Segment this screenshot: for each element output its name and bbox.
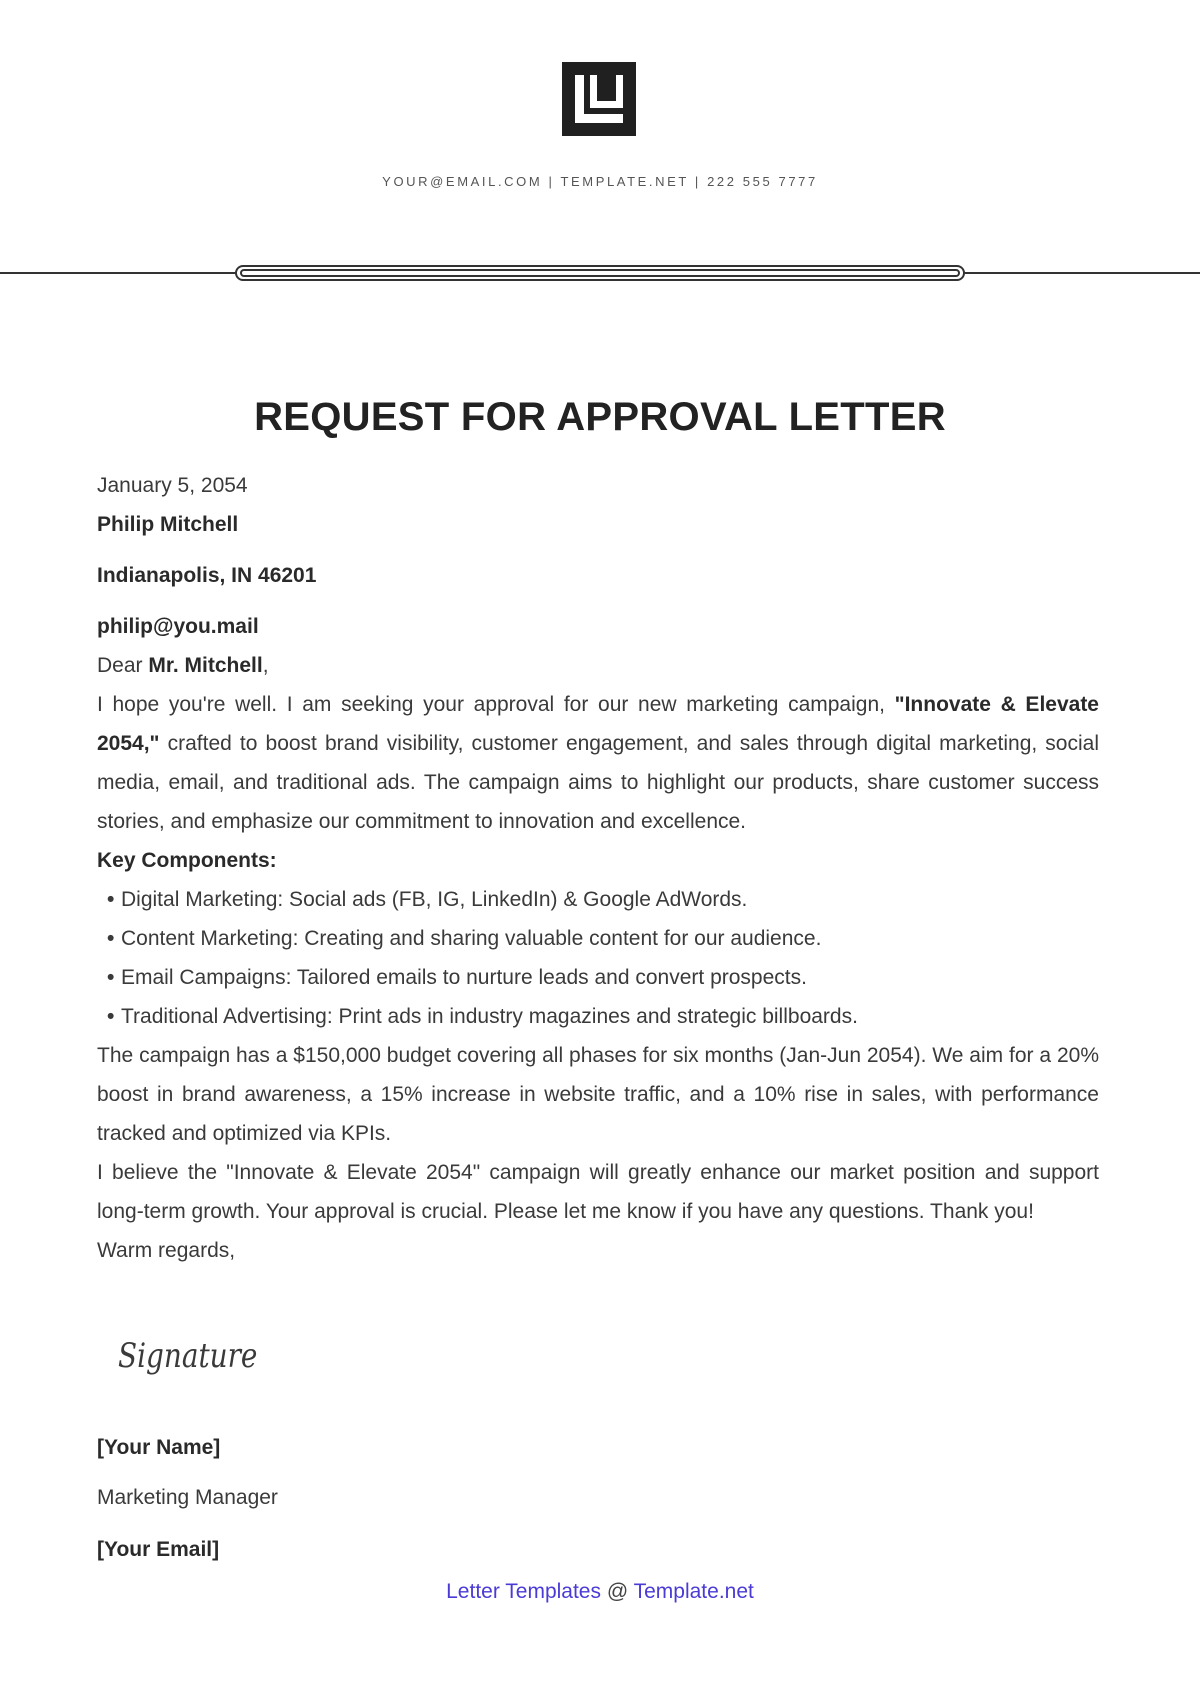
intro-text-end: crafted to boost brand visibility, customer engagement, and sales through digital marketing, social media, email, and traditional ads. The campaign aims to highlight our products, share customer success stories, and emphasize our commitment to innovation and excellence. (97, 732, 1099, 833)
intro-text-start: I hope you're well. I am seeking your approval for our new marketing campaign, (97, 693, 895, 716)
template-net-link[interactable]: Template.net (633, 1580, 754, 1603)
components-list (97, 880, 1099, 1036)
recipient-email: philip@you.mail (97, 615, 259, 638)
footer-separator: @ (601, 1580, 634, 1603)
header-divider (0, 260, 1200, 286)
template-logo-icon (562, 62, 636, 136)
recipient-address: Indianapolis, IN 46201 (97, 564, 317, 587)
list-item: • Traditional Advertising: Print ads in industry magazines and strategic billboards. (107, 997, 1099, 1036)
letter-body (97, 466, 1099, 1270)
letter-templates-link[interactable]: Letter Templates (446, 1580, 601, 1603)
key-components-heading: Key Components: (97, 849, 277, 872)
salutation-prefix: Dear (97, 654, 149, 677)
list-item: • Content Marketing: Creating and sharing valuable content for our audience. (107, 919, 1099, 958)
letter-date: January 5, 2054 (97, 474, 248, 497)
footer (0, 1580, 1200, 1604)
sender-name: [Your Name] (97, 1436, 221, 1459)
contact-line: YOUR@EMAIL.COM | TEMPLATE.NET | 222 555 7777 (382, 174, 818, 189)
sender-email: [Your Email] (97, 1538, 220, 1561)
salutation-suffix: , (262, 654, 269, 677)
closing-paragraph: I believe the "Innovate & Elevate 2054" campaign will greatly enhance our market position and support long-term growth. Your approval is crucial. Please let me know if you have any questions. Thank you! (97, 1161, 1099, 1223)
salutation (97, 646, 1099, 685)
campaign-name: "Innovate & Elevate 2054," (97, 693, 1099, 755)
list-item: • Digital Marketing: Social ads (FB, IG, LinkedIn) & Google AdWords. (107, 880, 1099, 919)
intro-paragraph (97, 685, 1099, 841)
page-title: REQUEST FOR APPROVAL LETTER (254, 395, 946, 439)
budget-paragraph: The campaign has a $150,000 budget covering all phases for six months (Jan-Jun 2054). We aim for a 20% boost in brand awareness, a 15% increase in website traffic, and a 10% rise in sales, with performance tracked and optimized via KPIs. (97, 1044, 1099, 1145)
valediction: Warm regards, (97, 1239, 236, 1262)
salutation-name: Mr. Mitchell (148, 654, 263, 677)
sender-job-title: Marketing Manager (97, 1486, 278, 1509)
recipient-name: Philip Mitchell (97, 513, 239, 536)
list-item: • Email Campaigns: Tailored emails to nurture leads and convert prospects. (107, 958, 1099, 997)
signature: Signature (118, 1336, 258, 1376)
